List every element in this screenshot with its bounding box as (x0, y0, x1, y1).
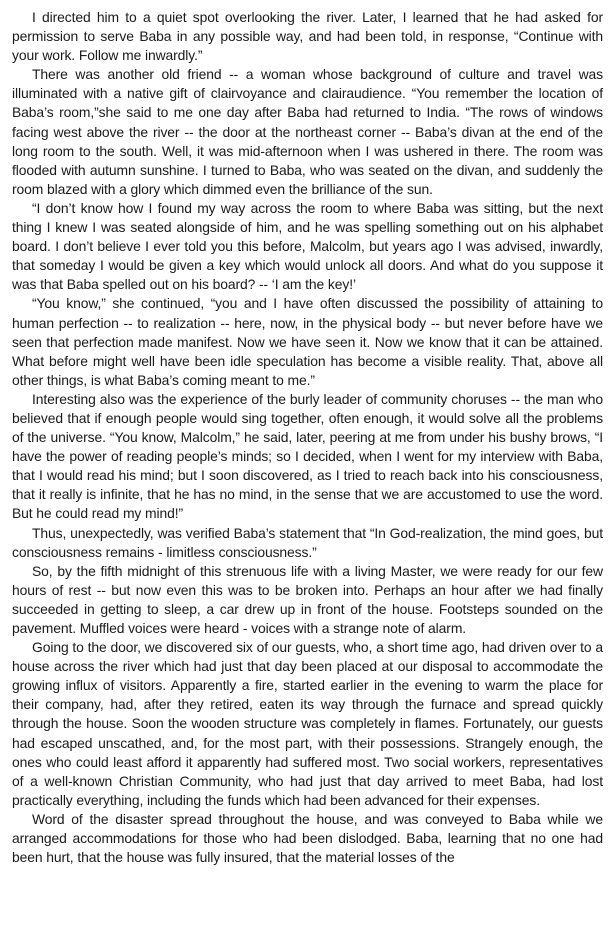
paragraph-7: So, by the fifth midnight of this strenuous life with a living Master, we were ready for our few hours of rest -- but now even this was to be broken into. Perhaps an hour after we had finally succeeded in getting to sleep, a car drew up in front of the house. Footsteps sounded on the pavement. Muffled voices were heard - voices with a strange note of alarm. (12, 562, 603, 636)
paragraph-3: “I don’t know how I found my way across the room to where Baba was sitting, but the next thing I knew I was seated alongside of him, and he was spelling something out on his alphabet board. I don’t believe I ever told you this before, Malcolm, but years ago I was advised, inwardly, that someday I would be given a key which would unlock all doors. And what do you suppose it was that Baba spelled out on his board? -- ‘I am the key!’ (12, 199, 603, 293)
paragraph-9: Word of the disaster spread throughout the house, and was conveyed to Baba while we arranged accommodations for those who had been dislodged. Baba, learning that no one had been hurt, that the house was fully insured, that the material losses of the (12, 810, 603, 866)
paragraph-5: Interesting also was the experience of the burly leader of community choruses -- the man who believed that if enough people would sing together, often enough, it would solve all the problems of the universe. “You know, Malcolm,” he said, later, peering at me from under his bushy brows, “I have the power of reading people’s minds; so I decided, when I went for my interview with Baba, that I would read his mind; but I soon discovered, as I tried to reach back into his consciousness, that it really is infinite, that he has no mind, in the sense that we are accustomed to use the word. But he could read my mind!” (12, 390, 603, 522)
paragraph-6: Thus, unexpectedly, was verified Baba’s statement that “In God-realization, the mind goes, but consciousness remains - limitless consciousness.” (12, 524, 603, 560)
paragraph-2: There was another old friend -- a woman whose background of culture and travel was illuminated with a native gift of clairvoyance and clairaudience. “You remember the location of Baba’s room,”she said to me one day after Baba had returned to India. “The rows of windows facing west above the river -- the door at the northeast corner -- Baba’s divan at the end of the long room to the south. Well, it was mid-afternoon when I was ushered in there. The room was flooded with autumn sunshine. I turned to Baba, who was seated on the divan, and suddenly the room blazed with a glory which dimmed even the brilliance of the sun. (12, 66, 603, 197)
paragraph-8: Going to the door, we discovered six of our guests, who, a short time ago, had driven over to a house across the river which had just that day been placed at our disposal to accommodate the growing influx of visitors. Apparently a fire, started earlier in the evening to warm the place for their company, had, after they retired, eaten its way through the furnace and spread quickly through the house. Soon the wooden structure was completely in flames. Fortunately, our guests had escaped unscathed, and, for the most part, with their possessions. Strangely enough, the ones who could least afford it apparently had suffered most. Two social workers, representatives of a well-known Christian Community, who had just that day arrived to meet Baba, had lost practically everything, including the funds which had been advanced for their expenses. (12, 639, 603, 808)
paragraph-1: I directed him to a quiet spot overlooking the river. Later, I learned that he had asked for permission to serve Baba in any possible way, and had been told, in response, “Continue with your work. Follow me inwardly.” (12, 9, 603, 64)
paragraph-4: “You know,” she continued, “you and I have often discussed the possibility of attaining to human perfection -- to realization -- here, now, in the physical body -- but never before have we seen that perfection made manifest. Now we have seen it. Now we know that it can be attained. What before might well have been idle speculation has become a visible reality. That, above all other things, is what Baba’s coming meant to me.” (12, 295, 603, 388)
